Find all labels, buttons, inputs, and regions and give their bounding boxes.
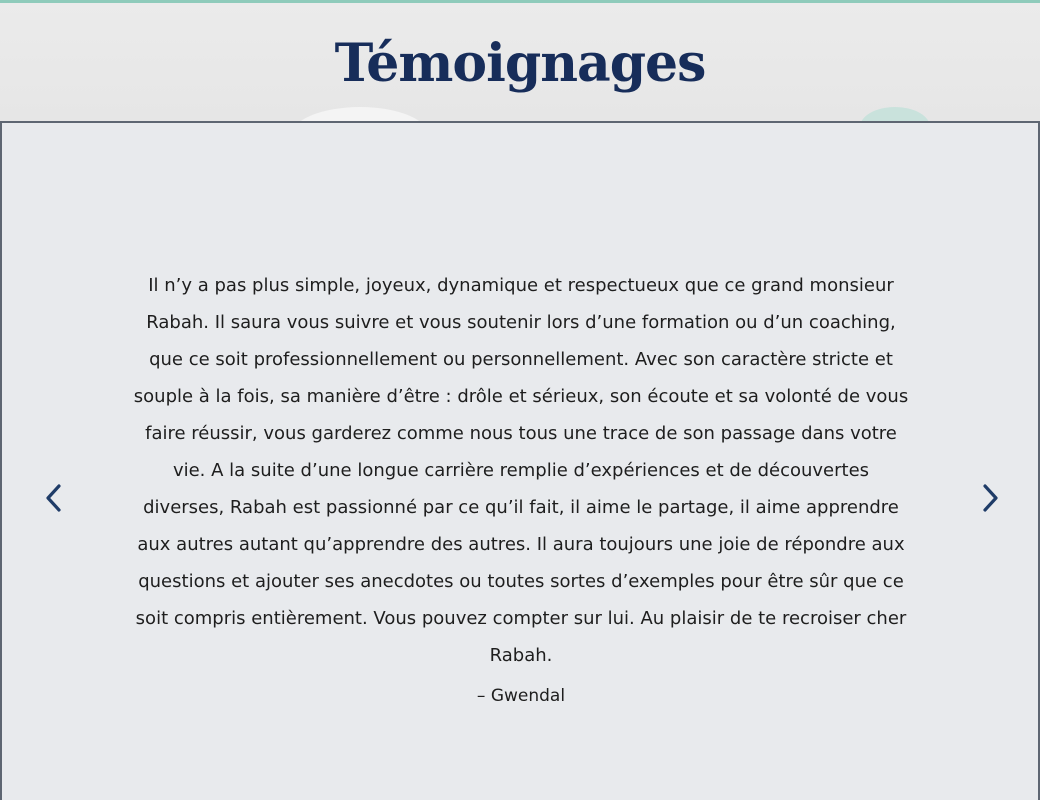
chevron-right-icon <box>979 483 1001 513</box>
testimonial-carousel <box>0 121 1040 800</box>
testimonial-author: – Gwendal <box>476 686 566 706</box>
next-slide-button[interactable] <box>970 478 1010 518</box>
chevron-left-icon <box>43 483 65 513</box>
decorative-shape <box>860 107 930 121</box>
section-header <box>0 3 1040 121</box>
page-title: Témoignages <box>334 33 706 94</box>
previous-slide-button[interactable] <box>34 478 74 518</box>
decorative-shape <box>290 107 430 121</box>
testimonial-quote: Il n’y a pas plus simple, joyeux, dynamique et respectueux que ce grand monsieur Rabah. Il saura vous suivre et vous soutenir lors d’une formation ou d’un coaching, que ce soit professionnellement ou personnellement. Avec son caractère stricte et souple à la fois, sa manière d’être : drôle et sérieux, son écoute et sa volonté de vous faire réussir, vous garderez comme nous tous une trace de son passage dans votre vie. A la suite d’une longue carrière remplie d’expériences et de découvertes diverses, Rabah est passionné par ce qu’il fait, il aime le partage, il aime apprendre aux autres autant qu’apprendre des autres. Il aura toujours une joie de répondre aux questions et ajouter ses anecdotes ou toutes sortes d’exemples pour être sûr que ce soit compris entièrement. Vous pouvez compter sur lui. Au plaisir de te recroiser cher Rabah. <box>133 275 909 666</box>
testimonial-slide <box>130 267 912 706</box>
